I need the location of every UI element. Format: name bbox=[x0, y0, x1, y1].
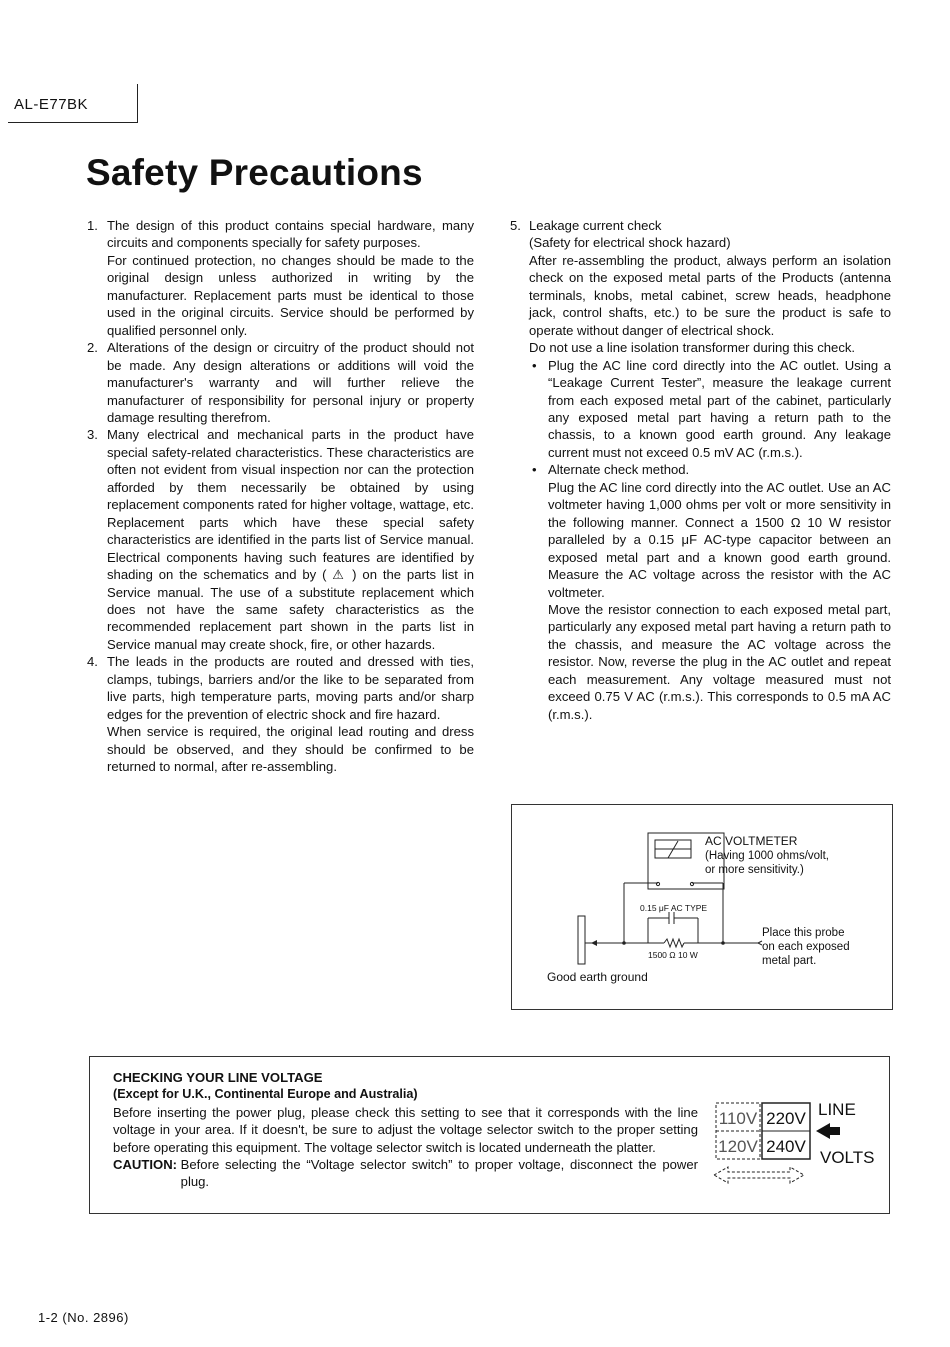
selector-240v: 240V bbox=[766, 1137, 806, 1156]
item-paragraph: After re-assembling the product, always perform an isolation check on the exposed metal parts of the Products (antenna terminals, knobs, metal cabinet, screw heads, headphone jack, control shafts, etc.) to be sure the product is safe to operate without danger of electrical shock. bbox=[529, 252, 891, 338]
item-paragraph: Do not use a line isolation transformer during this check. bbox=[529, 340, 856, 356]
item-paragraph: Alterations of the design or circuitry of the product should not be made. Any design alterations or additions will void the manufacturer's warranty and will further relieve the manufacturer of responsibility for personal injury or property damage resulting therefrom. bbox=[107, 340, 474, 425]
meter-note: (Having 1000 ohms/volt, bbox=[705, 850, 830, 862]
probe-note: on each exposed bbox=[762, 941, 850, 953]
precaution-item-3 bbox=[86, 426, 474, 653]
item-paragraph: For continued protection, no changes should be made to the original design unless authorized in writing by the manufacturer. Replacement parts must be identical to those used in the original circuits. Service should be performed by qualified personnel only. bbox=[107, 252, 474, 338]
item-number: 5. bbox=[510, 218, 521, 233]
item-paragraph: The design of this product contains special hardware, many circuits and components specially for safety purposes. bbox=[107, 218, 474, 251]
right-column bbox=[509, 217, 891, 723]
line-voltage-heading: CHECKING YOUR LINE VOLTAGE bbox=[113, 1070, 323, 1085]
ground-label: Good earth ground bbox=[547, 970, 648, 984]
caution-text: Before selecting the “Voltage selector switch” to proper voltage, disconnect the power plug. bbox=[180, 1157, 698, 1190]
selector-220v: 220V bbox=[766, 1109, 806, 1128]
probe-note: Place this probe bbox=[762, 927, 845, 939]
item-paragraph: The leads in the products are routed and dressed with ties, clamps, tubings, barriers and/or the like to be separated from live parts, high temperature parts, moving parts and/or sharp edges for the prevention of electric shock and fire hazard. bbox=[107, 654, 474, 722]
circuit-diagram bbox=[512, 805, 892, 1009]
bullet-dot: • bbox=[532, 462, 537, 478]
meter-label: AC VOLTMETER bbox=[705, 834, 798, 848]
bullet-paragraph: Plug the AC line cord directly into the AC outlet. Using a “Leakage Current Tester”, measure the leakage current from each exposed metal part of the cabinet, particularly any exposed metal part having a return path to the chassis, to a known good earth ground. Any leakage current must not exceed 0.5 mV AC (r.m.s.). bbox=[548, 357, 891, 460]
precaution-item-5 bbox=[509, 217, 891, 723]
item-number: 3. bbox=[87, 427, 98, 443]
selector-120v: 120V bbox=[718, 1137, 758, 1156]
header-rule-vertical bbox=[137, 84, 138, 123]
meter-note: or more sensitivity.) bbox=[705, 864, 804, 876]
line-voltage-subheading: (Except for U.K., Continental Europe and Australia) bbox=[113, 1087, 418, 1102]
bullet-item bbox=[529, 357, 891, 462]
bullet-dot: • bbox=[532, 357, 537, 373]
page-footer: 1-2 (No. 2896) bbox=[38, 1310, 129, 1325]
item-paragraph: When service is required, the original lead routing and dress should be observed, and they should be confirmed to be returned to normal, after re-assembling. bbox=[107, 724, 474, 775]
left-arrow-icon bbox=[816, 1123, 840, 1139]
item-number: 2. bbox=[87, 340, 98, 356]
item-number: 1. bbox=[87, 218, 98, 233]
item-subheading: (Safety for electrical shock hazard) bbox=[529, 235, 731, 251]
left-column bbox=[86, 217, 474, 776]
line-voltage-body: Before inserting the power plug, please check this setting to see that it corresponds with the line voltage in your area. If it doesn't, be sure to adjust the voltage selector switch to the proper setting before operating this equipment. The voltage selector switch is located underneath the platter. bbox=[113, 1104, 698, 1155]
volts-label: VOLTS bbox=[820, 1148, 875, 1167]
item-paragraph: Many electrical and mechanical parts in the product have special safety-related characteristics. These characteristics are often not evident from visual inspection nor can the protection afforded by them necessarily be obtained by using replacement components rated for higher voltage, wattage, etc. Replacement parts which have these special safety characteristics are identified in the parts list of Service manual. Electrical components having such features are identified by shading on the schematics and by ( ⚠ ) on the parts list in Service manual. The use of a substitute replacement which does not have the same safety characteristics as the recommended replacement part shown in the parts list in Service manual may create shock, fire, or other hazards. bbox=[107, 427, 474, 652]
leakage-test-diagram bbox=[511, 804, 893, 1010]
precaution-item-4 bbox=[86, 653, 474, 775]
bullet-paragraph: Alternate check method. bbox=[548, 462, 690, 478]
bullet-paragraph: Move the resistor connection to each exposed metal part, particularly any exposed metal part having a return path to the chassis, and measure the AC voltage across the resistor. Now, reverse the plug in the AC outlet and repeat each measurement. Any voltage measured must not exceed 0.75 V AC (r.m.s.). This corresponds to 0.5 mA AC (r.m.s.). bbox=[548, 601, 891, 722]
precaution-item-1 bbox=[86, 217, 474, 339]
caution-label: CAUTION: bbox=[113, 1157, 181, 1173]
model-number: AL-E77BK bbox=[14, 96, 89, 113]
line-voltage-box bbox=[89, 1056, 890, 1214]
page-title: Safety Precautions bbox=[86, 152, 423, 193]
resistor-label: 1500 Ω 10 W bbox=[648, 950, 698, 960]
item-number: 4. bbox=[87, 654, 98, 670]
line-label: LINE bbox=[818, 1100, 856, 1119]
bullet-item bbox=[529, 461, 891, 723]
voltage-selector-illustration bbox=[710, 1087, 885, 1197]
earth-ground-plate bbox=[578, 916, 585, 964]
capacitor-label: 0.15 μF AC TYPE bbox=[640, 903, 708, 913]
double-arrow-icon bbox=[714, 1167, 804, 1183]
selector-110v: 110V bbox=[718, 1109, 758, 1128]
header-rule bbox=[8, 122, 138, 123]
item-heading: Leakage current check bbox=[529, 218, 662, 233]
probe-note: metal part. bbox=[762, 955, 817, 967]
bullet-paragraph: Plug the AC line cord directly into the AC outlet. Use an AC voltmeter having 1,000 ohms per volt or more sensitivity in the following manner. Connect a 1500 Ω 10 W resistor paralleled by a 0.15 μF AC-type capacitor between an exposed metal part and a known good earth ground. Measure the AC voltage across the resistor with the AC voltmeter. bbox=[548, 479, 891, 600]
precaution-item-2 bbox=[86, 339, 474, 426]
caution-note bbox=[113, 1156, 698, 1191]
